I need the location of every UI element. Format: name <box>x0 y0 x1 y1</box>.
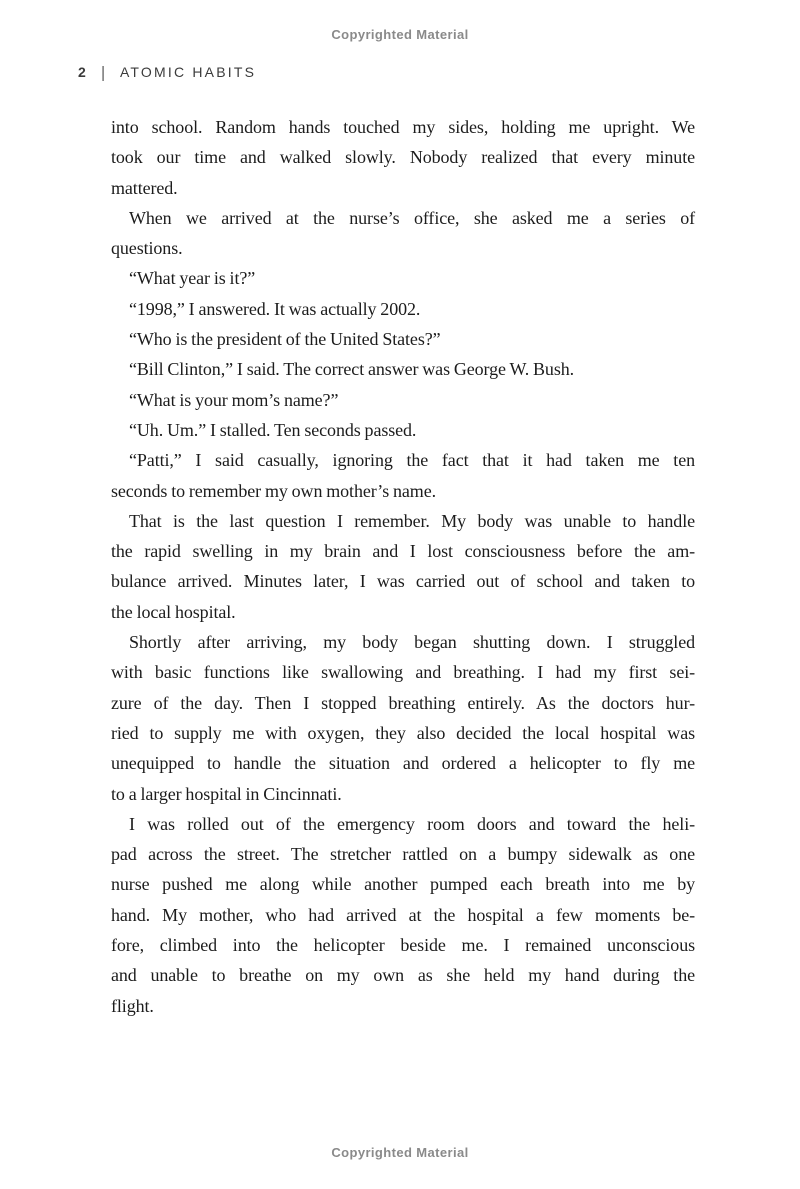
body-text-line: “Bill Clinton,” I said. The correct answer was George W. Bush. <box>129 359 575 380</box>
paragraph <box>111 385 695 415</box>
body-text-line: When we arrived at the nurse’s office, she asked me a series of <box>129 207 695 228</box>
book-title: ATOMIC HABITS <box>119 64 257 80</box>
body-text-line: That is the last question I remember. My body was unable to handle <box>129 510 695 531</box>
paragraph <box>111 415 695 445</box>
body-text-line: fore, climbed into the helicopter beside me. I remained unconscious <box>111 935 695 956</box>
paragraph <box>111 506 695 627</box>
body-text-line: I was rolled out of the emergency room doors and toward the heli- <box>129 813 695 834</box>
header-separator: | <box>101 63 105 81</box>
paragraph <box>111 445 695 506</box>
paragraph <box>111 354 695 384</box>
body-text-line: “What year is it?” <box>129 268 256 289</box>
paragraph <box>111 112 695 203</box>
paragraph <box>111 627 695 809</box>
body-text <box>111 112 695 1021</box>
page-number: 2 <box>78 64 87 80</box>
copyright-notice-bottom: Copyrighted Material <box>331 1145 469 1160</box>
paragraph <box>111 203 695 264</box>
body-text-line: seconds to remember my own mother’s name. <box>111 480 436 501</box>
body-text-line: “What is your mom’s name?” <box>129 389 339 410</box>
body-text-line: “Uh. Um.” I stalled. Ten seconds passed. <box>129 419 417 440</box>
body-text-line: unequipped to handle the situation and ordered a helicopter to fly me <box>111 753 695 774</box>
page-header <box>78 64 256 80</box>
body-text-line: hand. My mother, who had arrived at the hospital a few moments be- <box>111 904 695 925</box>
body-text-line: into school. Random hands touched my sides, holding me upright. We <box>111 117 695 137</box>
body-text-line: “1998,” I answered. It was actually 2002. <box>129 298 421 319</box>
body-text-line: zure of the day. Then I stopped breathing entirely. As the doctors hur- <box>111 692 695 713</box>
body-text-line: ried to supply me with oxygen, they also decided the local hospital was <box>111 722 695 743</box>
body-text-line: nurse pushed me along while another pumped each breath into me by <box>111 874 695 895</box>
paragraph <box>111 294 695 324</box>
body-text-line: “Who is the president of the United States?” <box>129 329 441 350</box>
body-text-line: took our time and walked slowly. Nobody realized that every minute <box>111 147 695 168</box>
body-text-line: the local hospital. <box>111 601 236 622</box>
body-text-line: questions. <box>111 238 183 259</box>
body-text-line: and unable to breathe on my own as she held my hand during the <box>111 965 695 986</box>
body-text-line: to a larger hospital in Cincinnati. <box>111 783 342 804</box>
body-text-line: Shortly after arriving, my body began shutting down. I struggled <box>129 632 695 653</box>
paragraph <box>111 263 695 293</box>
body-text-line: mattered. <box>111 177 178 198</box>
body-text-line: pad across the street. The stretcher rattled on a bumpy sidewalk as one <box>111 844 695 865</box>
body-text-line: the rapid swelling in my brain and I lost consciousness before the am- <box>111 541 695 562</box>
paragraph <box>111 324 695 354</box>
paragraph <box>111 809 695 1021</box>
body-text-line: flight. <box>111 995 154 1016</box>
copyright-notice-top: Copyrighted Material <box>331 27 469 42</box>
body-text-line: bulance arrived. Minutes later, I was carried out of school and taken to <box>111 571 695 592</box>
body-text-line: “Patti,” I said casually, ignoring the fact that it had taken me ten <box>129 450 695 471</box>
body-text-line: with basic functions like swallowing and breathing. I had my first sei- <box>111 662 695 683</box>
